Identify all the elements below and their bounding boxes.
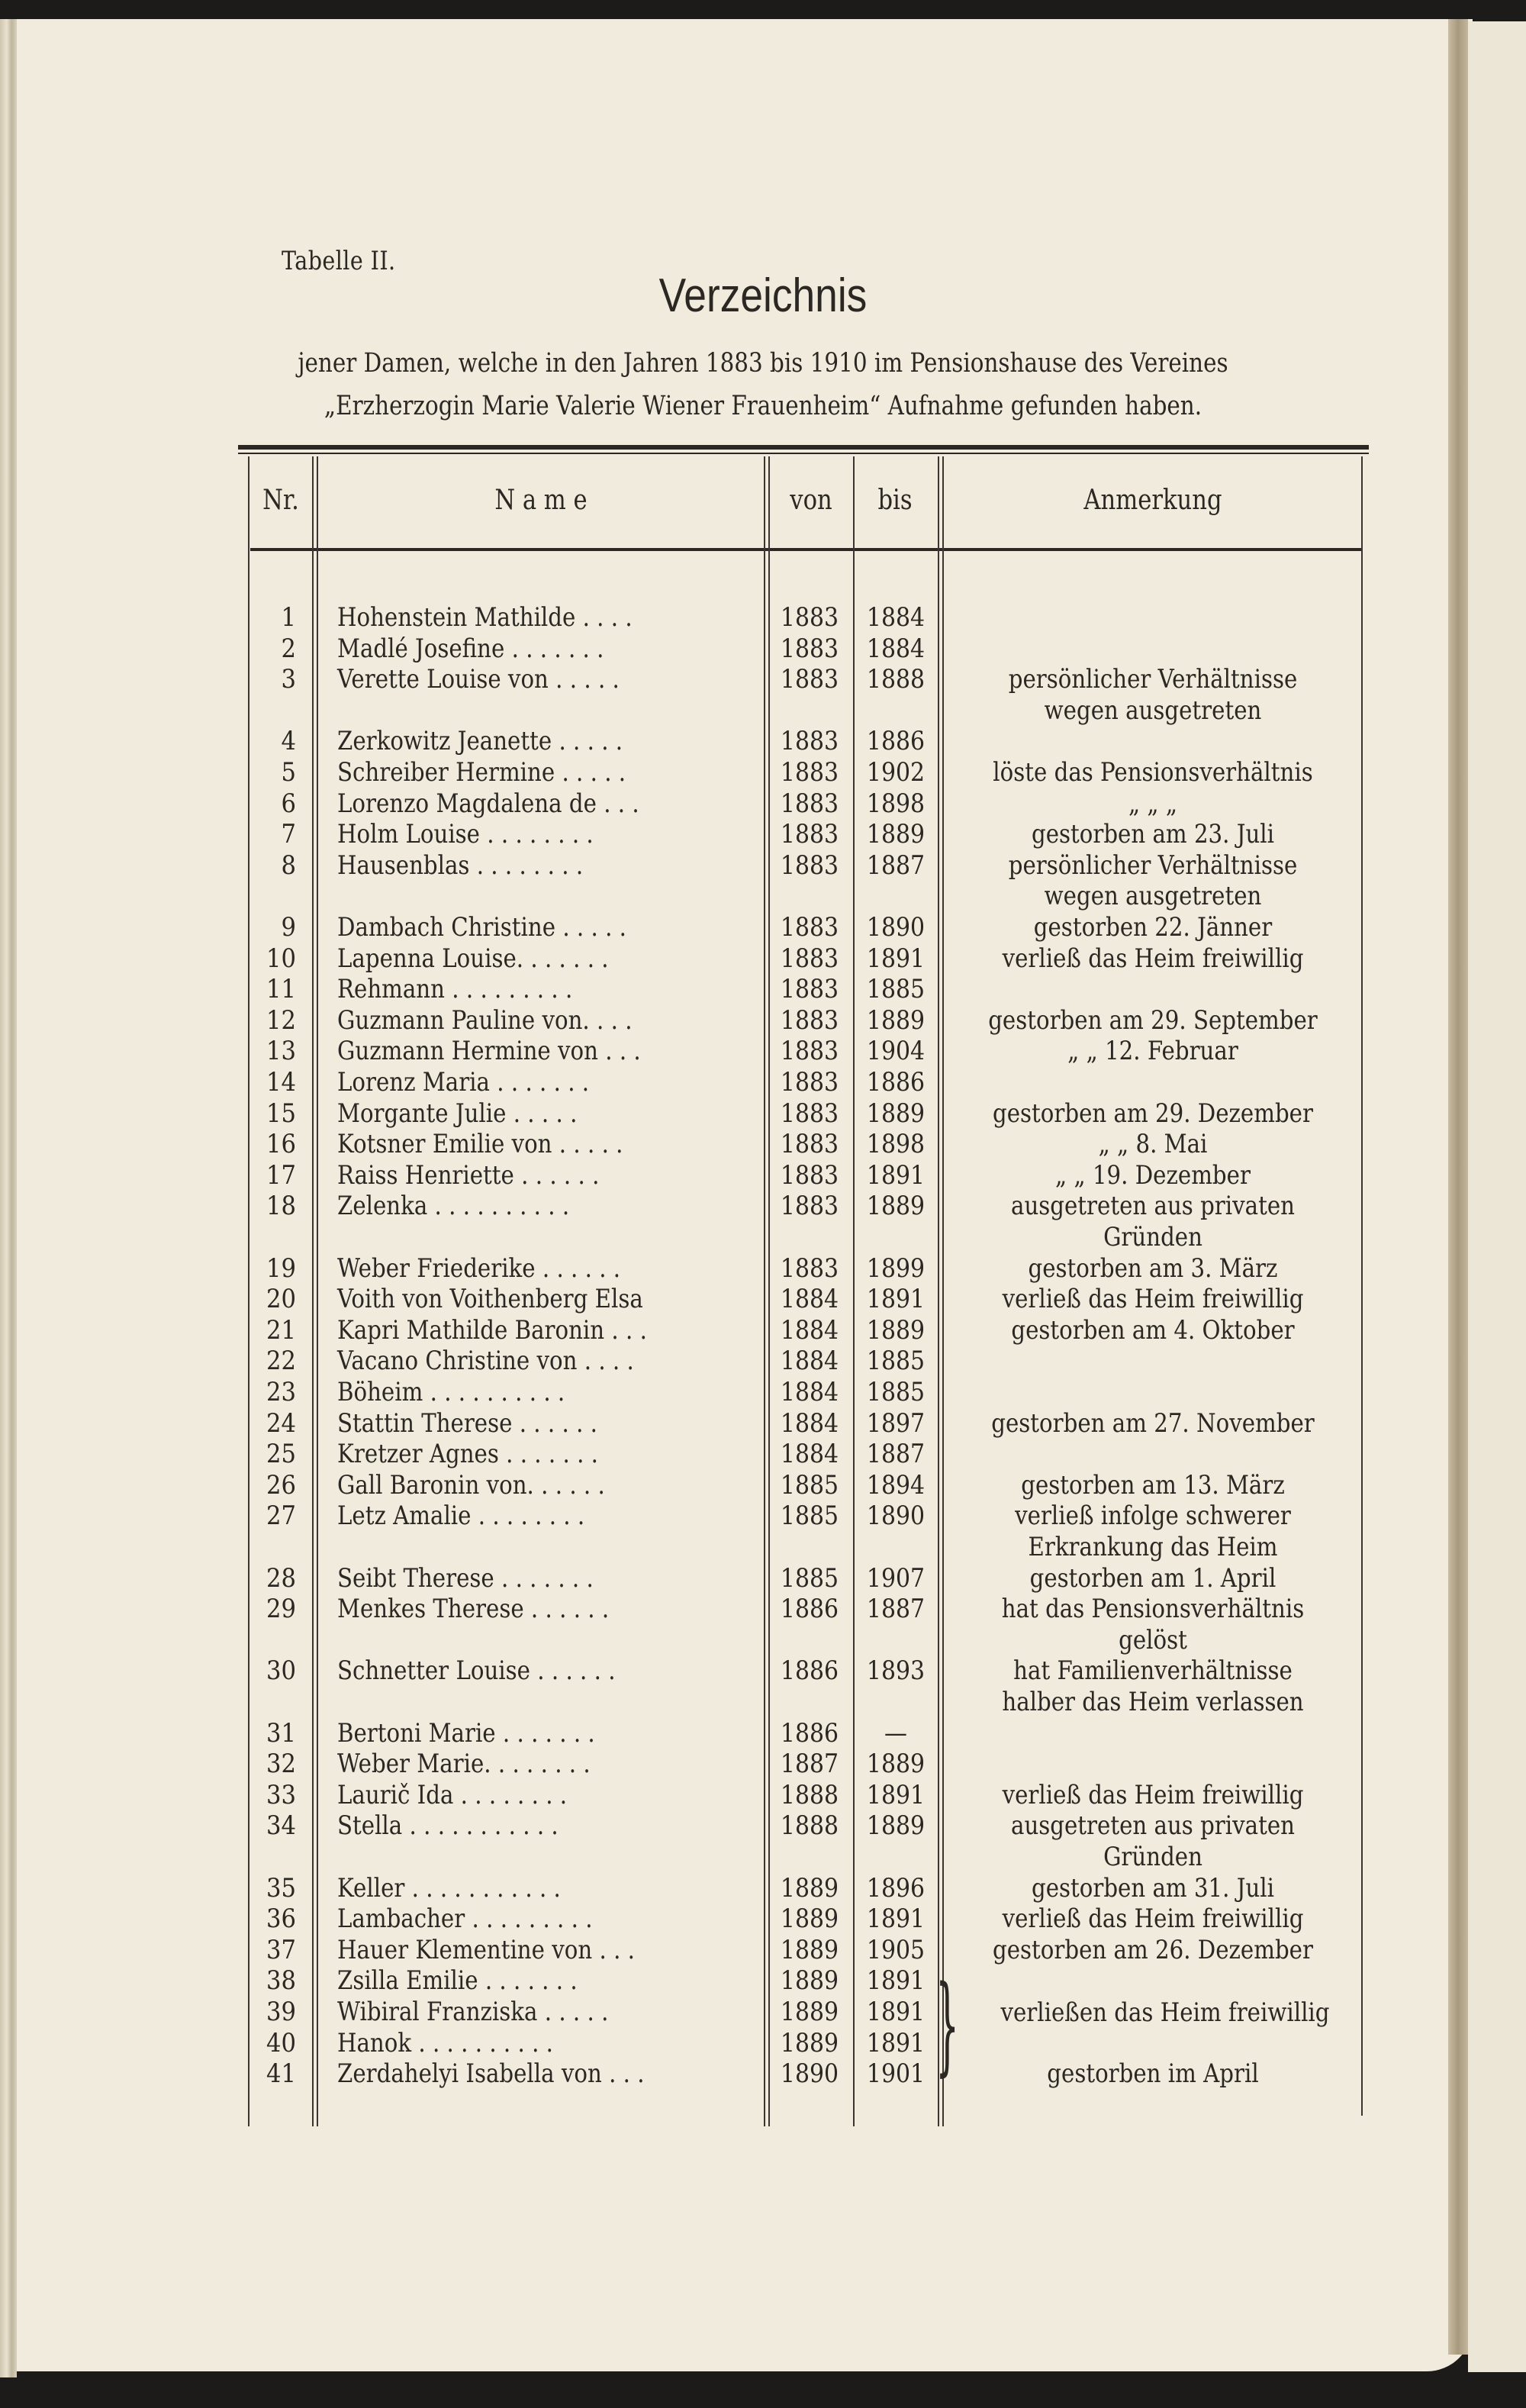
- row-number: 35: [266, 1872, 296, 1904]
- row-name: Lorenzo Magdalena de . . .: [337, 788, 639, 819]
- row-note: persönlicher Verhältnisse wegen ausgetreten: [1008, 849, 1298, 912]
- col-border-name-b: [768, 456, 770, 2126]
- row-year-from: 1883: [780, 1252, 839, 1284]
- row-number: 36: [266, 1904, 296, 1935]
- row-note: gestorben am 23. Juli: [1031, 819, 1275, 850]
- row-name: Wibiral Franziska . . . . .: [337, 1997, 609, 2027]
- row-note: gestorben am 3. März: [1028, 1252, 1278, 1284]
- row-name: Zelenka . . . . . . . . . .: [337, 1191, 570, 1222]
- row-name: Dambach Christine . . . . .: [337, 912, 626, 943]
- row-number: 10: [266, 943, 296, 974]
- row-note: verließ das Heim freiwillig: [1002, 1904, 1304, 1935]
- row-year-from: 1883: [780, 633, 839, 664]
- row-year-from: 1884: [780, 1346, 839, 1377]
- row-number: 13: [266, 1036, 296, 1067]
- row-year-from: 1886: [780, 1717, 839, 1749]
- row-year-to: —: [884, 1717, 907, 1749]
- row-note: gestorben am 29. September: [988, 1004, 1318, 1036]
- row-year-from: 1884: [780, 1377, 839, 1407]
- row-number: 20: [266, 1284, 296, 1315]
- row-year-from: 1889: [780, 1997, 839, 2027]
- row-number: 19: [266, 1252, 296, 1284]
- row-year-from: 1888: [780, 1810, 839, 1842]
- row-year-to: 1891: [866, 1965, 926, 1997]
- row-year-from: 1883: [780, 602, 839, 633]
- row-name: Seibt Therese . . . . . . .: [337, 1562, 594, 1594]
- row-year-from: 1883: [780, 1129, 839, 1160]
- row-year-to: 1889: [866, 1314, 926, 1346]
- row-year-to: 1891: [866, 1284, 926, 1315]
- row-year-from: 1886: [780, 1655, 839, 1687]
- row-year-to: 1887: [866, 849, 926, 881]
- row-year-to: 1889: [866, 1004, 926, 1036]
- col-border-von: [853, 456, 855, 2126]
- row-number: 16: [266, 1129, 296, 1160]
- column-header-anmerkung: Anmerkung: [1083, 485, 1222, 516]
- row-number: 40: [266, 2027, 296, 2058]
- row-note: gestorben am 26. Dezember: [993, 1934, 1313, 1965]
- row-number: 14: [266, 1067, 296, 1098]
- row-year-from: 1884: [780, 1284, 839, 1315]
- row-year-to: 1889: [866, 1098, 926, 1129]
- row-name: Lambacher . . . . . . . . .: [337, 1904, 593, 1935]
- row-year-from: 1883: [780, 819, 839, 850]
- row-name: Vacano Christine von . . . .: [337, 1346, 634, 1377]
- row-year-from: 1890: [780, 2058, 839, 2090]
- page-edge: [0, 19, 17, 2377]
- row-number: 34: [266, 1810, 296, 1842]
- row-year-to: 1891: [866, 1904, 926, 1935]
- row-name: Hanok . . . . . . . . . .: [337, 2027, 553, 2058]
- row-note: verließ das Heim freiwillig: [1002, 1779, 1304, 1810]
- column-header-bis: bis: [877, 485, 913, 516]
- row-year-to: 1886: [866, 726, 926, 757]
- row-year-from: 1883: [780, 1067, 839, 1098]
- row-name: Schnetter Louise . . . . . .: [337, 1655, 616, 1687]
- row-name: Lapenna Louise. . . . . . .: [337, 943, 609, 974]
- row-name: Laurič Ida . . . . . . . .: [337, 1779, 568, 1810]
- row-name: Morgante Julie . . . . .: [337, 1098, 578, 1129]
- row-year-to: 1893: [866, 1655, 926, 1687]
- row-year-to: 1896: [866, 1872, 926, 1904]
- row-name: Lorenz Maria . . . . . . .: [337, 1067, 590, 1098]
- row-year-from: 1883: [780, 849, 839, 881]
- row-year-from: 1883: [780, 788, 839, 819]
- row-year-to: 1891: [866, 1997, 926, 2027]
- column-header-nr: Nr.: [262, 485, 299, 516]
- row-note: „ „ 19. Dezember: [1055, 1159, 1251, 1191]
- row-number: 9: [281, 912, 296, 943]
- row-number: 30: [266, 1655, 296, 1687]
- row-year-to: 1889: [866, 1810, 926, 1842]
- row-note: ausgetreten aus privaten Gründen: [1011, 1810, 1295, 1872]
- grouped-note: verließen das Heim freiwillig: [1000, 1997, 1330, 2028]
- row-note: gestorben am 27. November: [991, 1407, 1315, 1439]
- row-year-from: 1883: [780, 912, 839, 943]
- row-note: „ „ 12. Februar: [1067, 1036, 1238, 1067]
- row-name: Letz Amalie . . . . . . . .: [337, 1501, 585, 1532]
- row-number: 39: [266, 1997, 296, 2027]
- row-note: gestorben am 1. April: [1029, 1562, 1276, 1594]
- row-year-from: 1883: [780, 943, 839, 974]
- row-note: persönlicher Verhältnisse wegen ausgetreten: [1008, 664, 1298, 726]
- column-header-name: N a m e: [494, 485, 588, 516]
- row-year-from: 1889: [780, 2027, 839, 2058]
- row-number: 11: [266, 974, 296, 1005]
- row-year-to: 1886: [866, 1067, 926, 1098]
- row-number: 3: [281, 664, 296, 695]
- row-name: Zsilla Emilie . . . . . . .: [337, 1965, 578, 1997]
- row-year-from: 1888: [780, 1779, 839, 1810]
- row-year-from: 1884: [780, 1407, 839, 1439]
- subtitle-line-1: jener Damen, welche in den Jahren 1883 bis 1910 im Pensionshause des Vereines: [298, 348, 1228, 379]
- row-note: „ „ „: [1128, 788, 1178, 819]
- row-name: Keller . . . . . . . . . . .: [337, 1872, 561, 1904]
- col-border-nr-a: [312, 456, 314, 2126]
- brace-icon: }: [935, 1963, 960, 2087]
- row-year-to: 1885: [866, 1346, 926, 1377]
- col-border-bis-a: [938, 456, 939, 2126]
- row-number: 37: [266, 1934, 296, 1965]
- row-year-to: 1890: [866, 912, 926, 943]
- row-year-from: 1883: [780, 1004, 839, 1036]
- row-note: verließ das Heim freiwillig: [1002, 943, 1304, 974]
- row-name: Hohenstein Mathilde . . . .: [337, 602, 633, 633]
- row-note: gestorben am 31. Juli: [1031, 1872, 1275, 1904]
- row-number: 33: [266, 1779, 296, 1810]
- row-number: 28: [266, 1562, 296, 1594]
- row-year-from: 1884: [780, 1314, 839, 1346]
- col-border-right: [1361, 456, 1363, 2116]
- row-note: gestorben 22. Jänner: [1033, 912, 1273, 943]
- row-number: 17: [266, 1159, 296, 1191]
- row-year-to: 1891: [866, 1779, 926, 1810]
- row-year-to: 1899: [866, 1252, 926, 1284]
- row-year-to: 1902: [866, 757, 926, 788]
- row-year-from: 1886: [780, 1594, 839, 1625]
- row-number: 38: [266, 1965, 296, 1997]
- col-border-bis-b: [942, 456, 944, 2126]
- row-year-to: 1888: [866, 664, 926, 695]
- row-year-from: 1883: [780, 1191, 839, 1222]
- row-name: Schreiber Hermine . . . . .: [337, 757, 626, 788]
- row-note: verließ das Heim freiwillig: [1002, 1284, 1304, 1315]
- row-year-from: 1883: [780, 1098, 839, 1129]
- row-year-to: 1898: [866, 788, 926, 819]
- column-header-von: von: [790, 485, 832, 516]
- row-year-from: 1885: [780, 1469, 839, 1501]
- row-name: Weber Marie. . . . . . . .: [337, 1749, 591, 1780]
- row-note: löste das Pensionsverhältnis: [993, 757, 1313, 788]
- row-number: 6: [281, 788, 296, 819]
- row-name: Menkes Therese . . . . . .: [337, 1594, 610, 1625]
- row-year-to: 1887: [866, 1439, 926, 1470]
- row-year-to: 1898: [866, 1129, 926, 1160]
- row-number: 2: [281, 633, 296, 664]
- row-year-from: 1883: [780, 1036, 839, 1067]
- row-year-to: 1884: [866, 633, 926, 664]
- row-name: Raiss Henriette . . . . . .: [337, 1159, 600, 1191]
- row-name: Voith von Voithenberg Elsa: [337, 1284, 643, 1315]
- row-note: „ „ 8. Mai: [1098, 1129, 1208, 1160]
- row-year-from: 1889: [780, 1904, 839, 1935]
- row-year-to: 1891: [866, 1159, 926, 1191]
- row-number: 31: [266, 1717, 296, 1749]
- row-year-from: 1885: [780, 1501, 839, 1532]
- row-number: 26: [266, 1469, 296, 1501]
- col-border-nr-b: [317, 456, 318, 2126]
- row-note: ausgetreten aus privaten Gründen: [1011, 1191, 1295, 1252]
- row-year-to: 1889: [866, 1191, 926, 1222]
- row-year-to: 1885: [866, 974, 926, 1005]
- row-number: 4: [281, 726, 296, 757]
- row-number: 18: [266, 1191, 296, 1222]
- row-name: Stella . . . . . . . . . . .: [337, 1810, 559, 1842]
- row-number: 21: [266, 1314, 296, 1346]
- row-year-to: 1891: [866, 943, 926, 974]
- row-note: gestorben am 13. März: [1021, 1469, 1285, 1501]
- row-name: Rehmann . . . . . . . . .: [337, 974, 573, 1005]
- row-year-from: 1883: [780, 1159, 839, 1191]
- row-name: Zerkowitz Jeanette . . . . .: [337, 726, 623, 757]
- book-gutter: [1448, 19, 1468, 2355]
- row-number: 41: [266, 2058, 296, 2090]
- row-year-to: 1907: [866, 1562, 926, 1594]
- row-name: Gall Baronin von. . . . . .: [337, 1469, 605, 1501]
- row-number: 7: [281, 819, 296, 850]
- row-year-to: 1889: [866, 819, 926, 850]
- row-name: Kapri Mathilde Baronin . . .: [337, 1314, 647, 1346]
- row-number: 23: [266, 1377, 296, 1407]
- row-year-to: 1901: [866, 2058, 926, 2090]
- row-number: 24: [266, 1407, 296, 1439]
- row-note: gestorben am 4. Oktober: [1011, 1314, 1295, 1346]
- row-year-from: 1883: [780, 974, 839, 1005]
- row-note: verließ infolge schwerer Erkrankung das Heim: [1015, 1501, 1291, 1562]
- row-year-to: 1904: [866, 1036, 926, 1067]
- row-number: 22: [266, 1346, 296, 1377]
- row-name: Holm Louise . . . . . . . .: [337, 819, 594, 850]
- subtitle-line-2: „Erzherzogin Marie Valerie Wiener Frauenheim“ Aufnahme gefunden haben.: [324, 391, 1202, 421]
- row-name: Hauer Klementine von . . .: [337, 1934, 635, 1965]
- row-year-from: 1889: [780, 1965, 839, 1997]
- row-year-to: 1897: [866, 1407, 926, 1439]
- row-name: Bertoni Marie . . . . . . .: [337, 1717, 595, 1749]
- row-number: 32: [266, 1749, 296, 1780]
- row-number: 15: [266, 1098, 296, 1129]
- row-year-to: 1885: [866, 1377, 926, 1407]
- row-year-from: 1883: [780, 757, 839, 788]
- row-number: 1: [281, 602, 296, 633]
- row-name: Weber Friederike . . . . . .: [337, 1252, 621, 1284]
- row-note: hat das Pensionsverhältnis gelöst: [1001, 1594, 1305, 1655]
- row-name: Stattin Therese . . . . . .: [337, 1407, 597, 1439]
- row-name: Kretzer Agnes . . . . . . .: [337, 1439, 598, 1470]
- header-rule: [250, 548, 1361, 551]
- row-name: Guzmann Pauline von. . . .: [337, 1004, 633, 1036]
- row-year-from: 1885: [780, 1562, 839, 1594]
- row-note: hat Familienverhältnisse halber das Heim verlassen: [1002, 1655, 1304, 1717]
- row-year-from: 1884: [780, 1439, 839, 1470]
- facing-page-edge: [1468, 21, 1526, 2372]
- row-year-from: 1889: [780, 1872, 839, 1904]
- row-number: 29: [266, 1594, 296, 1625]
- row-year-from: 1889: [780, 1934, 839, 1965]
- row-number: 27: [266, 1501, 296, 1532]
- row-year-to: 1891: [866, 2027, 926, 2058]
- row-name: Kotsner Emilie von . . . . .: [337, 1129, 623, 1160]
- row-year-from: 1883: [780, 664, 839, 695]
- row-name: Zerdahelyi Isabella von . . .: [337, 2058, 645, 2090]
- col-border-name-a: [764, 456, 765, 2126]
- row-name: Guzmann Hermine von . . .: [337, 1036, 641, 1067]
- row-note: gestorben im April: [1047, 2058, 1259, 2090]
- row-number: 8: [281, 849, 296, 881]
- table-label: Tabelle II.: [282, 246, 396, 276]
- row-year-to: 1894: [866, 1469, 926, 1501]
- row-year-from: 1883: [780, 726, 839, 757]
- row-number: 25: [266, 1439, 296, 1470]
- page-title: Verzeichnis: [658, 269, 868, 322]
- row-name: Verette Louise von . . . . .: [337, 664, 620, 695]
- row-year-to: 1884: [866, 602, 926, 633]
- row-name: Hausenblas . . . . . . . .: [337, 849, 584, 881]
- top-rule-thin: [238, 453, 1369, 454]
- row-name: Madlé Josefine . . . . . . .: [337, 633, 604, 664]
- top-rule-thick: [238, 445, 1369, 450]
- row-note: gestorben am 29. Dezember: [993, 1098, 1313, 1129]
- row-number: 5: [281, 757, 296, 788]
- row-year-to: 1905: [866, 1934, 926, 1965]
- row-year-to: 1890: [866, 1501, 926, 1532]
- row-year-from: 1887: [780, 1749, 839, 1780]
- row-name: Böheim . . . . . . . . . .: [337, 1377, 565, 1407]
- row-number: 12: [266, 1004, 296, 1036]
- row-year-to: 1887: [866, 1594, 926, 1625]
- row-year-to: 1889: [866, 1749, 926, 1780]
